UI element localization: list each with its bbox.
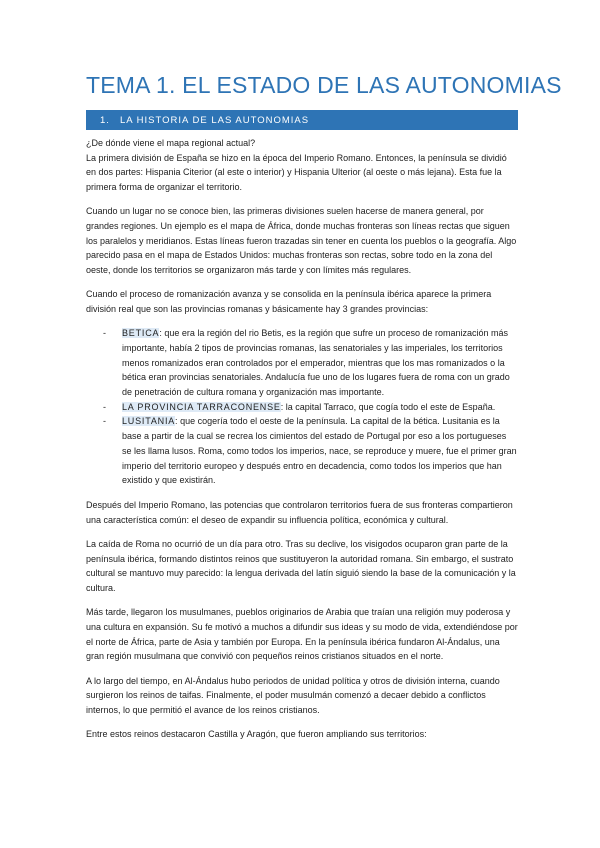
paragraph-1 xyxy=(86,136,518,195)
list-item xyxy=(122,400,518,415)
body-text xyxy=(86,136,518,751)
section-heading: LA HISTORIA DE LAS AUTONOMIAS xyxy=(119,114,310,126)
province-name-highlight: BETICA xyxy=(122,328,160,339)
paragraph-8: Entre estos reinos destacaron Castilla y Aragón, que fueron ampliando sus territorios: xyxy=(86,729,427,740)
province-description: la capital Tarraco, que cogía todo el este de España. xyxy=(285,401,496,412)
paragraph-6: Más tarde, llegaron los musulmanes, pueblos originarios de Arabia que traían una religión muy poderosa y una cultura en expansión. Su fe motivó a muchos a difundir sus ideas y su modo de vida, extendiéndose por el norte de África, parte de Asia y también por Europa. En la península ibérica fundaron Al-Ándalus, una gran región musulmana que convivió con pequeños reinos cristianos situados en el norte. xyxy=(86,607,518,662)
question-line: ¿De dónde viene el mapa regional actual? xyxy=(86,138,256,148)
province-name-highlight: LA PROVINCIA TARRACONENSE xyxy=(122,401,281,412)
list-item xyxy=(122,326,518,400)
province-description: que cogería todo el oeste de la península. La capital de la bética. Lusitania es la base a partir de la cual se recrea los cimientos del estado de Portugal por eso a los portugueses se les llama lusos. Roma, como todos los imperios, nace, se reproduce y muere, fue el primer gran imperio del territorio europeo y después entro en decadencia, como todos los imperios que han existido y que existirán. xyxy=(122,416,517,486)
paragraph-7: A lo largo del tiempo, en Al-Ándalus hubo periodos de unidad política y otros de división interna, cuando surgieron los reinos de taifas. Finalmente, el poder musulmán comenzó a decaer debido a conflictos internos, lo que permitió el avance de los reinos cristianos. xyxy=(86,675,500,715)
province-description: que era la región del rio Betis, es la región que sufre un proceso de romanización más importante, había 2 tipos de provincias romanas, las senatoriales y las imperiales, los territorios menos romanizados eran controlados por el emperador, mientras que los mas romanizados o la bética eran provincias senatoriales. Andalucía fue uno de los lugares fuera de roma con un grado de penetración de cultura romana y organización mas importante. xyxy=(122,328,510,398)
section-heading-bar xyxy=(86,110,518,130)
paragraph-4: Después del Imperio Romano, las potencias que controlaron territorios fuera de sus fronteras compartieron una característica común: el deseo de expandir su influencia política, económica y cultural. xyxy=(86,499,513,525)
separator: : xyxy=(280,401,286,412)
paragraph-3: Cuando el proceso de romanización avanza y se consolida en la península ibérica aparece la primera división real que son las provincias romanas y básicamente hay 3 grandes provincias: xyxy=(86,289,492,315)
separator: : xyxy=(175,416,181,427)
provinces-list xyxy=(86,326,518,488)
province-name-highlight: LUSITANIA xyxy=(122,416,176,427)
page-title: TEMA 1. EL ESTADO DE LAS AUTONOMIAS xyxy=(86,72,562,98)
paragraph-1-body: La primera división de España se hizo en la época del Imperio Romano. Entonces, la península se dividió en dos partes: Hispania Citerior (al este o interior) y Hispania Ulterior (al oeste o más lejana). Esta fue la primera forma de organizar el territorio. xyxy=(86,152,507,193)
separator: : xyxy=(159,328,165,339)
section-number: 1. xyxy=(100,114,110,126)
list-item xyxy=(122,414,518,488)
paragraph-5: La caída de Roma no ocurrió de un día para otro. Tras su declive, los visigodos ocuparon gran parte de la península ibérica, formando distintos reinos que sustituyeron la autoridad romana. Sin embargo, el sustrato cultural se mantuvo muy parecido: la lengua derivada del latín siguió siendo la base de la comunicación y la cultura. xyxy=(86,538,516,593)
paragraph-2: Cuando un lugar no se conoce bien, las primeras divisiones suelen hacerse de manera general, por grandes regiones. Un ejemplo es el mapa de África, donde muchas fronteras son líneas rectas que siguen los paralelos y meridianos. Estas líneas fueron trazadas sin tener en cuenta los pueblos o la geografía. Algo parecido pasa en el mapa de Estados Unidos: muchas fronteras son rectas, sobre todo en la zona del oeste, donde los territorios se organizaron más tarde y con límites más regulares. xyxy=(86,206,517,276)
